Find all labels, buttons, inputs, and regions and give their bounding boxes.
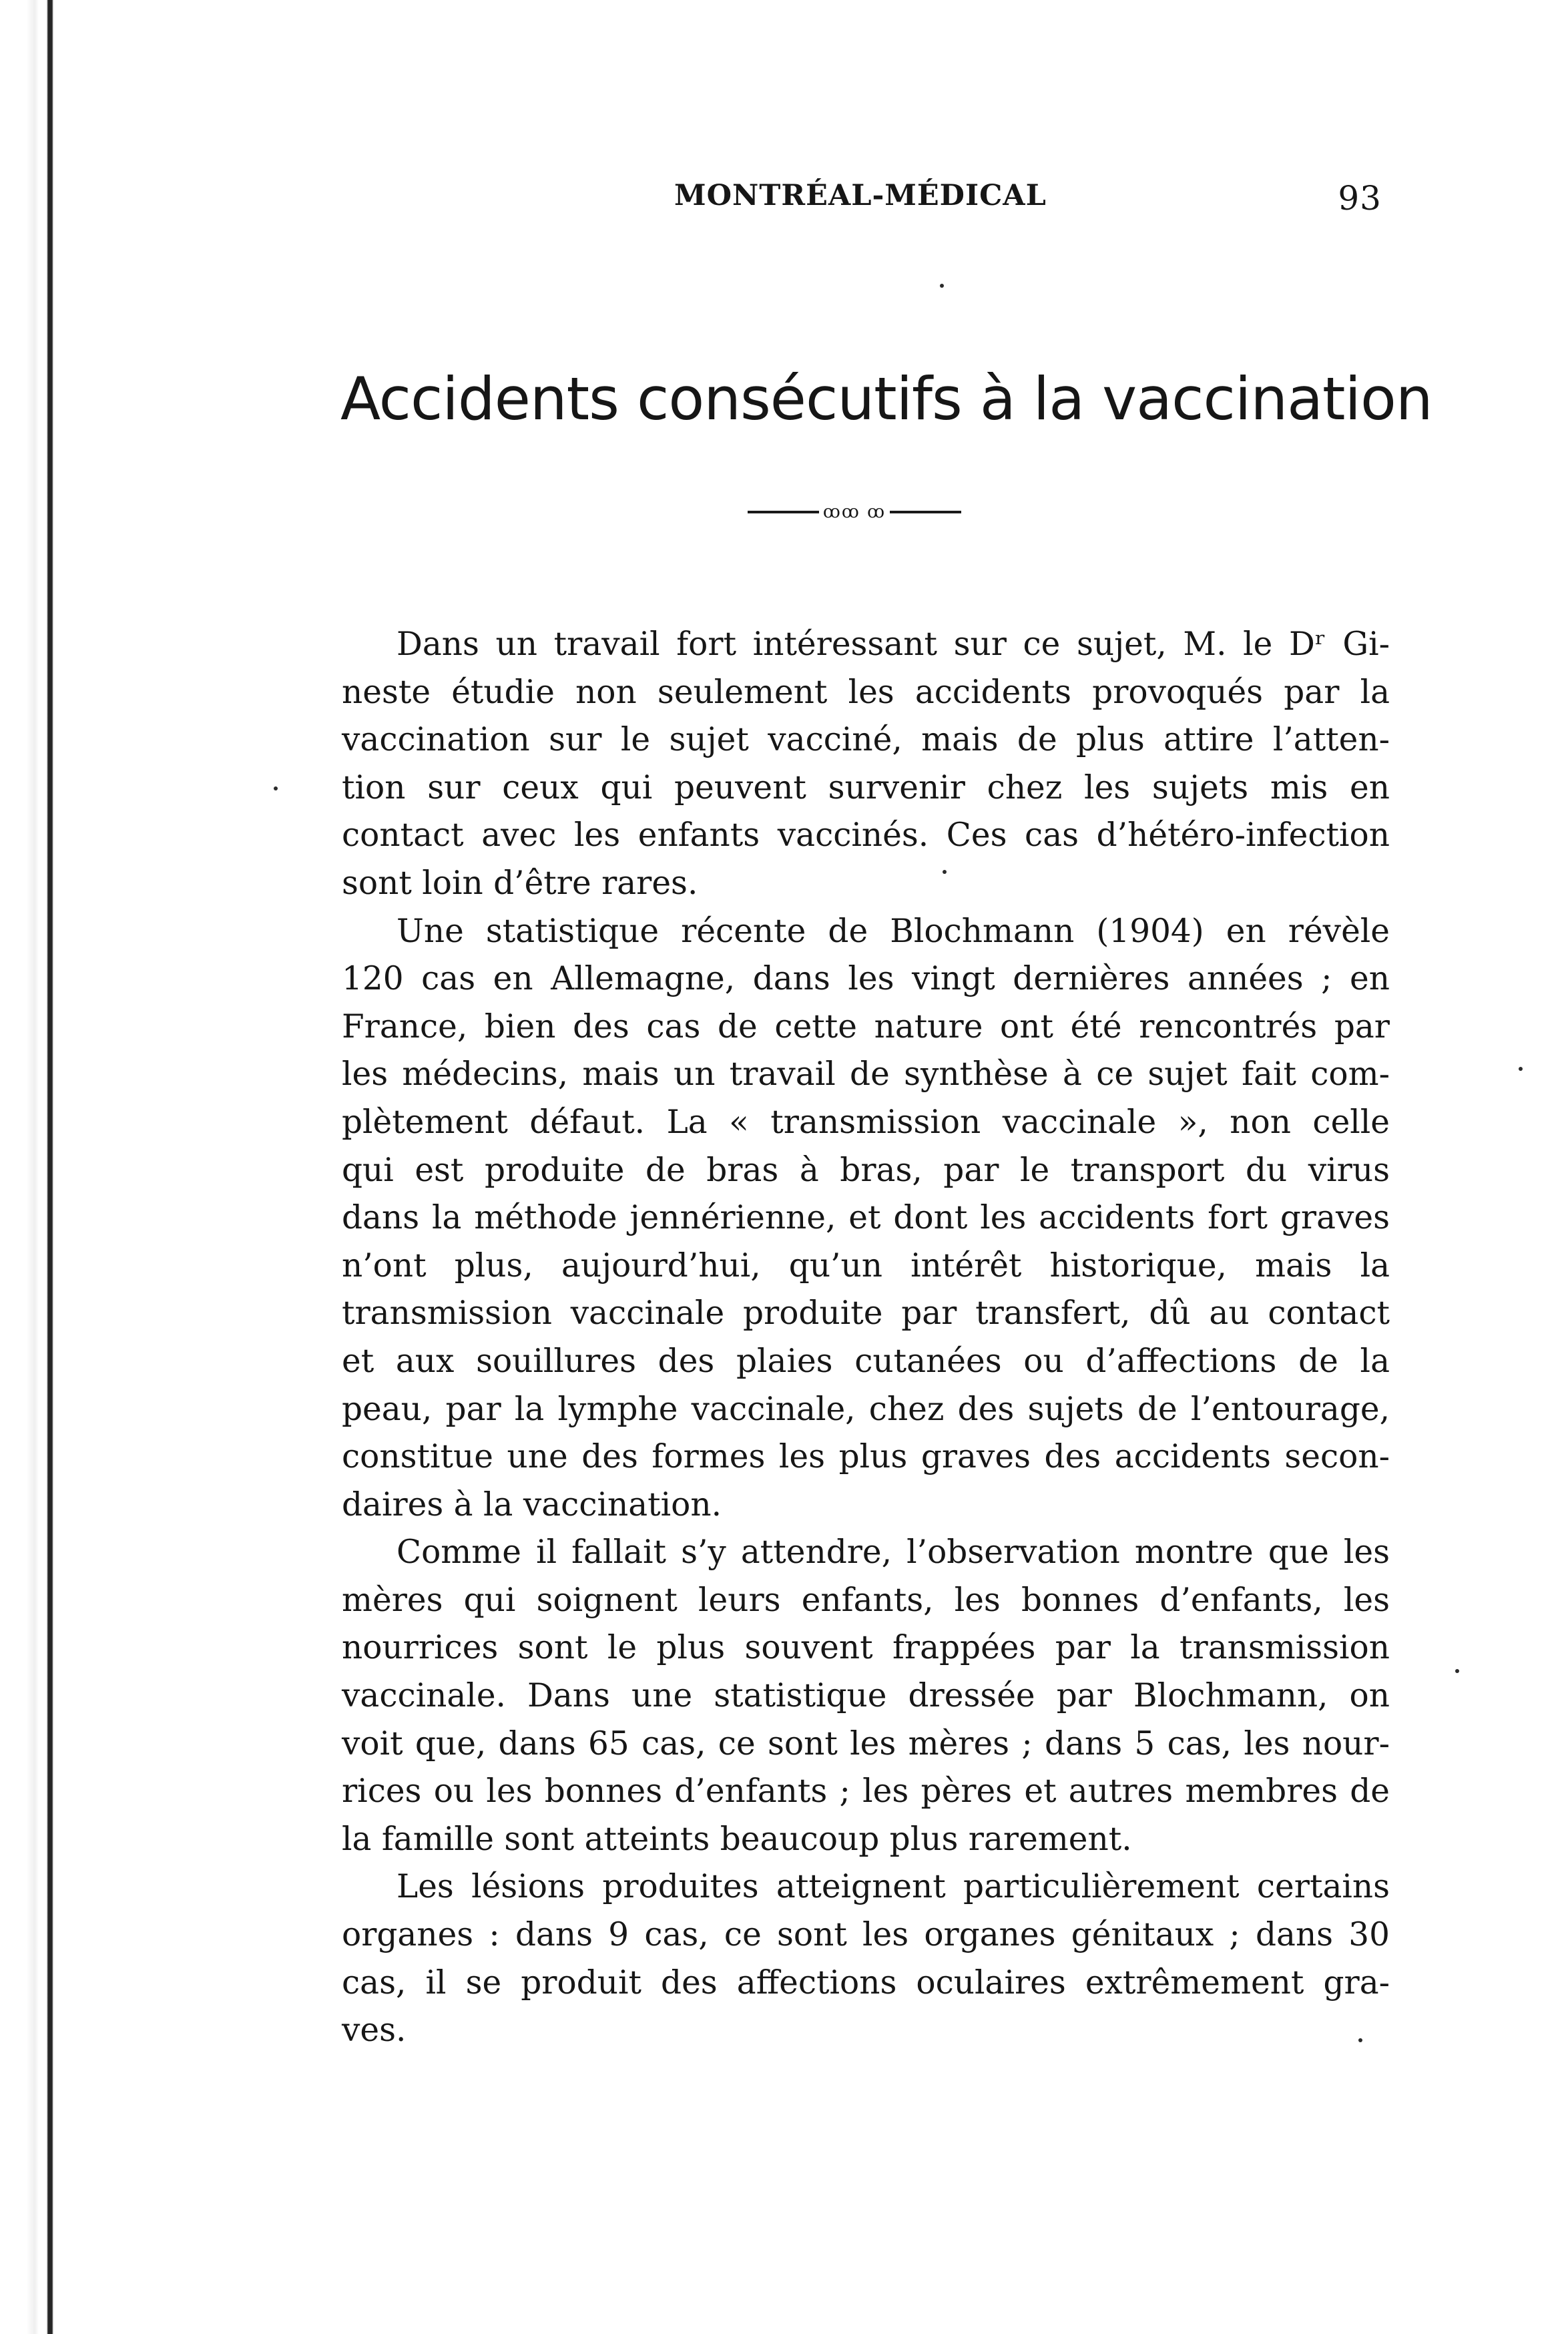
text-line: peau, par la lymphe vaccinale, chez des sujets de l’entourage,	[342, 1390, 1390, 1428]
binding-edge	[0, 0, 61, 2334]
text-line: France, bien des cas de cette nature ont été rencontrés par	[342, 1007, 1390, 1045]
running-head	[674, 179, 1382, 226]
title-ornament	[748, 504, 961, 520]
ornament-knot: ꝏꝏ ꝏ	[822, 502, 886, 522]
text-line: 120 cas en Allemagne, dans les vingt dernières années ; en	[342, 960, 1390, 998]
text-line: plètement défaut. La « transmission vaccinale », non celle	[342, 1103, 1390, 1141]
paragraph	[342, 908, 1390, 1530]
text-line: organes : dans 9 cas, ce sont les organes génitaux ; dans 30	[342, 1916, 1390, 1954]
article-title: Accidents consécutifs à la vaccination	[340, 365, 1432, 433]
paragraph	[342, 621, 1390, 908]
ornament-rule	[748, 511, 819, 513]
text-line: rices ou les bonnes d’enfants ; les pères et autres membres de	[342, 1773, 1390, 1811]
text-line: mères qui soignent leurs enfants, les bonnes d’enfants, les	[342, 1581, 1390, 1619]
text-line: constitue une des formes les plus graves des accidents secon-	[342, 1438, 1390, 1476]
paragraph	[342, 1863, 1390, 2054]
text-line: qui est produite de bras à bras, par le transport du virus	[342, 1151, 1390, 1189]
text-line: les médecins, mais un travail de synthèse à ce sujet fait com-	[342, 1056, 1390, 1094]
text-line: vaccination sur le sujet vacciné, mais de plus attire l’atten-	[342, 721, 1390, 759]
text-line: tion sur ceux qui peuvent survenir chez les sujets mis en	[342, 768, 1390, 806]
text-line: nourrices sont le plus souvent frappées par la transmission	[342, 1629, 1390, 1667]
text-line: Une statistique récente de Blochmann (1904) en révèle	[397, 912, 1390, 950]
text-line: ves.	[342, 2012, 407, 2050]
text-line: n’ont plus, aujourd’hui, qu’un intérêt historique, mais la	[342, 1246, 1390, 1285]
text-line: voit que, dans 65 cas, ce sont les mères ; dans 5 cas, les nour-	[342, 1724, 1390, 1763]
text-line: neste étudie non seulement les accidents provoqués par la	[342, 673, 1390, 711]
text-line: vaccinale. Dans une statistique dressée par Blochmann, on	[342, 1677, 1390, 1715]
scan-speck	[940, 284, 944, 288]
article-body	[342, 621, 1390, 2055]
text-line: Les lésions produites atteignent particulièrement certains	[397, 1868, 1390, 1906]
text-line: Dans un travail fort intéressant sur ce sujet, M. le Dʳ Gi-	[397, 626, 1390, 663]
journal-name: MONTRÉAL-MÉDICAL	[674, 179, 1047, 212]
text-line: et aux souillures des plaies cutanées ou d’affections de la	[342, 1342, 1390, 1380]
text-line: cas, il se produit des affections oculaires extrêmement gra-	[342, 1963, 1390, 2002]
paragraph	[342, 1529, 1390, 1863]
scan-speck	[1455, 1669, 1459, 1673]
text-line: sont loin d’être rares.	[342, 864, 698, 902]
text-line: la famille sont atteints beaucoup plus rarement.	[342, 1820, 1132, 1858]
text-line: Comme il fallait s’y attendre, l’observation montre que les	[397, 1534, 1390, 1572]
scan-speck	[274, 786, 278, 790]
page-number: 93	[1338, 179, 1382, 218]
text-line: transmission vaccinale produite par transfert, dû au contact	[342, 1295, 1390, 1333]
ornament-rule	[890, 511, 961, 513]
scan-speck	[1519, 1067, 1523, 1071]
text-line: dans la méthode jennérienne, et dont les accidents fort graves	[342, 1199, 1390, 1237]
text-line: daires à la vaccination.	[342, 1485, 722, 1524]
text-line: contact avec les enfants vaccinés. Ces cas d’hétéro-infection	[342, 816, 1390, 855]
